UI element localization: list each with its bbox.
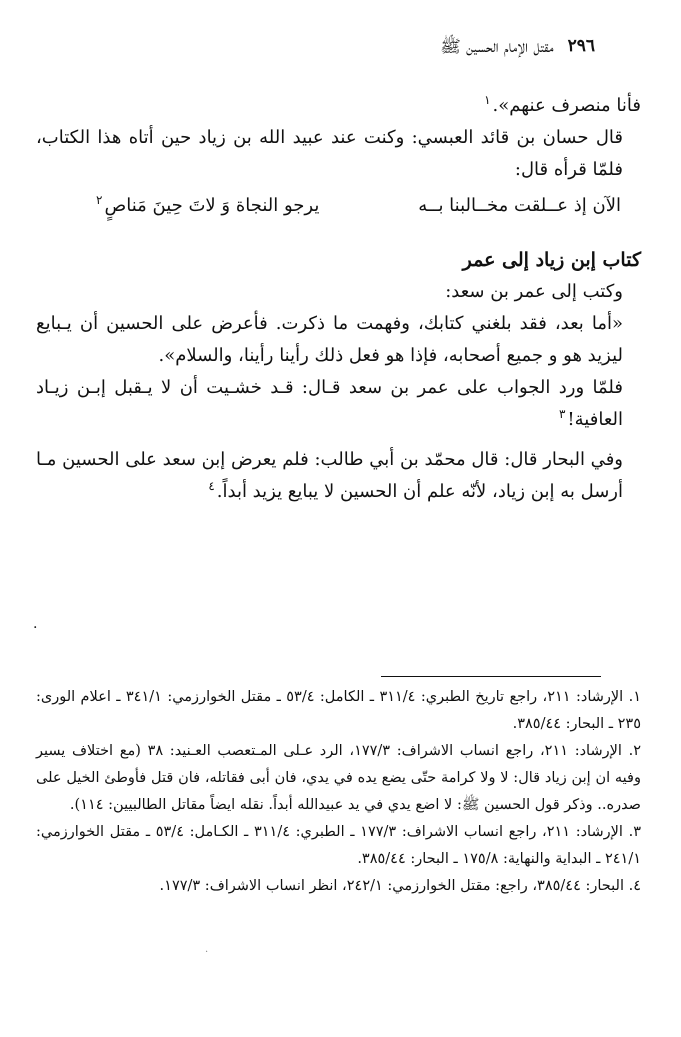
stray-mark: . [205,944,209,955]
footnote-divider [381,676,601,677]
text-line: فأنا منصرف عنهم».$^١$ [484,93,641,116]
main-text [36,90,641,508]
footnotes [36,684,641,900]
footnote: ٢. الإرشاد: ٢١١، راجع انساب الاشراف: ١٧٧/٣، الرد عـلى المـتعصب العـنيد: ٣٨ (مع اختلاف يسير وفيه ان إبن زياد قال: لا ولا كرامة حتّى يضع يده في يدي، فان أبى فقاتله، فان قتل فأوطئ الخيل على صدره.. وذكر قول الحسين ﷺ: لا اضع يدي في يد عبيدالله أبداً. نقله ايضاً مقاتل الطالبيين: ١١٤). [36,743,641,813]
footnote-ref[interactable]: ٣ [558,407,566,421]
paragraph: قال حسان بن قائد العبسي: وكنت عند عبيد الله بن زياد حين أتاه هذا الكتاب، فلمّا قرأه قال: [36,127,623,180]
paragraph: وكتب إلى عمر بن سعد: [445,281,623,302]
paragraph: «أما بعد، فقد بلغني كتابك، وفهمت ما ذكرت. فأعرض على الحسين أن يـبايع ليزيد هو و جميع أصحابه، فإذا هو فعل ذلك رأينا رأينا، والسلام». [36,313,623,366]
book-title: مقتل الإمام الحسين ﷺ [440,37,554,57]
stray-mark: . [33,616,38,632]
footnote: ١. الإرشاد: ٢١١، راجع تاريخ الطبري: ٣١١/٤ ـ الكامل: ٥٣/٤ ـ مقتل الخوارزمي: ٣٤١/١ ـ اعلام الورى: ٢٣٥ ـ البحار: ٣٨٥/٤٤. [36,689,641,732]
running-header [40,36,595,61]
verse-first-hemistich: الآن إذ عــلقت مخــالبنا بــه [418,195,621,216]
footnote-ref[interactable]: ٤ [208,479,215,493]
paragraph: وفي البحار قال: قال محمّد بن أبي طالب: فلم يعرض إبن سعد على الحسين مـا أرسل به إبن زياد، لأنّه علم أن الحسين لا يبايع يزيد أبداً.$^٤$ [36,449,623,502]
poetry-verse [36,186,641,222]
footnote-ref[interactable]: ٢ [96,193,103,207]
section-heading: كتاب إبن زياد إلى عمر [462,249,641,271]
footnote: ٤. البحار: ٣٨٥/٤٤، راجع: مقتل الخوارزمي: ٢٤٢/١، انظر انساب الاشراف: ١٧٧/٣. [159,878,641,894]
footnote: ٣. الإرشاد: ٢١١، راجع انساب الاشراف: ١٧٧/٣ ـ الطبري: ٣١١/٤ ـ الكـامل: ٥٣/٤ ـ مقتل الخوارزمي: ٢٤١/١ ـ البداية والنهاية: ١٧٥/٨ ـ البحار: ٣٨٥/٤٤. [36,824,641,867]
footnote-ref[interactable]: ١ [484,93,491,107]
paragraph: فلمّا ورد الجواب على عمر بن سعد قـال: قـد خشـيت أن لا يـقبل إبـن زيـاد العافية!$^٣$ [36,377,623,430]
page-number: ٢٩٦ [567,36,595,56]
verse-second-hemistich: يرجو النجاة وَ لاتَ حِينَ مَناصٍ$^٢$ [96,193,320,216]
